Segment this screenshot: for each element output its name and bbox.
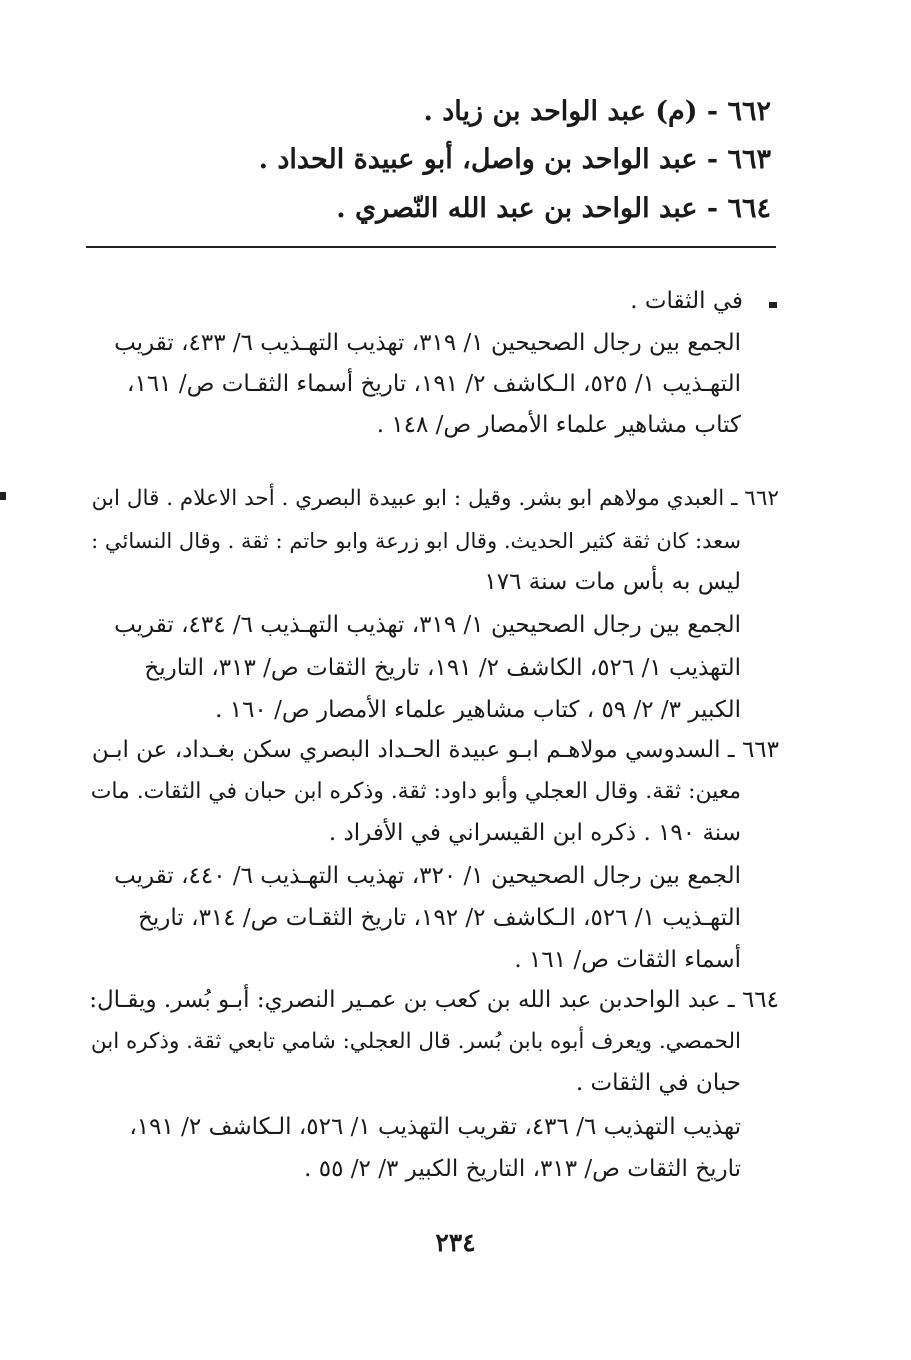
footnote-separator — [86, 246, 776, 248]
entry-663-line: أسماء الثقات ص/ ١٦١ . — [514, 947, 741, 973]
entry-664-line: تهذيب التهذيب ٦/ ٤٣٦، تقريب التهذيب ١/ ٥٢٦، الـكاشف ٢/ ١٩١، — [129, 1114, 741, 1140]
entry-663-line: معين: ثقة. وقال العجلي وأبو داود: ثقة. وذكره ابن حبان في الثقات. مات — [90, 779, 741, 804]
entry-663-line: الجمع بين رجال الصحيحين ١/ ٣٢٠، تهذيب التهـذيب ٦/ ٤٤٠، تقريب — [114, 863, 741, 889]
entry-664-line: الحمصي. ويعرف أبوه بابن بُسر. قال العجلي: شامي تابعي ثقة. وذكره ابن — [90, 1029, 741, 1054]
margin-mark — [0, 492, 6, 500]
footnote-marker — [769, 302, 777, 308]
entry-662-line: الكبير ٣/ ٢/ ٥٩ ، كتاب مشاهير علماء الأمصار ص/ ١٦٠ . — [215, 697, 741, 723]
entry-662-line: ٦٦٢ ـ العبدي مولاهم ابو بشر. وقيل : ابو عبيدة البصري . أحد الاعلام . قال ابن — [91, 486, 779, 511]
entry-663-line: ٦٦٣ ـ السدوسي مولاهـم ابـو عبيدة الحـداد البصري سكن بغـداد، عن ابـن — [91, 737, 779, 763]
entry-664-line: تاريخ الثقات ص/ ٣١٣، التاريخ الكبير ٣/ ٢/ ٥٥ . — [304, 1156, 741, 1182]
entry-662-line: الجمع بين رجال الصحيحين ١/ ٣١٩، تهذيب التهـذيب ٦/ ٤٣٤، تقريب — [114, 612, 741, 638]
entry-664-line: حبان في الثقات . — [575, 1070, 741, 1096]
heading-664: ٦٦٤ - عبد الواحد بن عبد الله النّصري . — [336, 193, 771, 224]
star-note-line: التهـذيب ١/ ٥٢٥، الـكاشف ٢/ ١٩١، تاريخ أسماء الثقـات ص/ ١٦١، — [127, 371, 741, 397]
entry-663-line: التهـذيب ١/ ٥٢٦، الـكاشف ٢/ ١٩٢، تاريخ الثقـات ص/ ٣١٤، تاريخ — [138, 905, 741, 931]
heading-662: ٦٦٢ - (م) عبد الواحد بن زياد . — [423, 96, 771, 127]
star-note-line: في الثقات . — [630, 288, 743, 314]
entry-662-line: التهذيب ١/ ٥٢٦، الكاشف ٢/ ١٩١، تاريخ الثقات ص/ ٣١٣، التاريخ — [144, 655, 741, 681]
entry-664-line: ٦٦٤ ـ عبد الواحدبن عبد الله بن كعب بن عمـير النصري: أبـو بُسر. ويقـال: — [89, 987, 779, 1013]
entry-663-line: سنة ١٩٠ . ذكره ابن القيسراني في الأفراد . — [328, 820, 741, 846]
entry-662-line: ليس به بأس مات سنة ١٧٦ — [484, 569, 741, 595]
star-note-line: الجمع بين رجال الصحيحين ١/ ٣١٩، تهذيب التهـذيب ٦/ ٤٣٣، تقريب — [114, 330, 741, 356]
star-note-line: كتاب مشاهير علماء الأمصار ص/ ١٤٨ . — [376, 412, 741, 438]
entry-662-line: سعد: كان ثقة كثير الحديث. وقال ابو زرعة وابو حاتم : ثقة . وقال النسائي : — [91, 528, 741, 553]
page-number: ٢٣٤ — [435, 1228, 476, 1257]
heading-663: ٦٦٣ - عبد الواحد بن واصل، أبو عبيدة الحداد . — [258, 144, 771, 175]
